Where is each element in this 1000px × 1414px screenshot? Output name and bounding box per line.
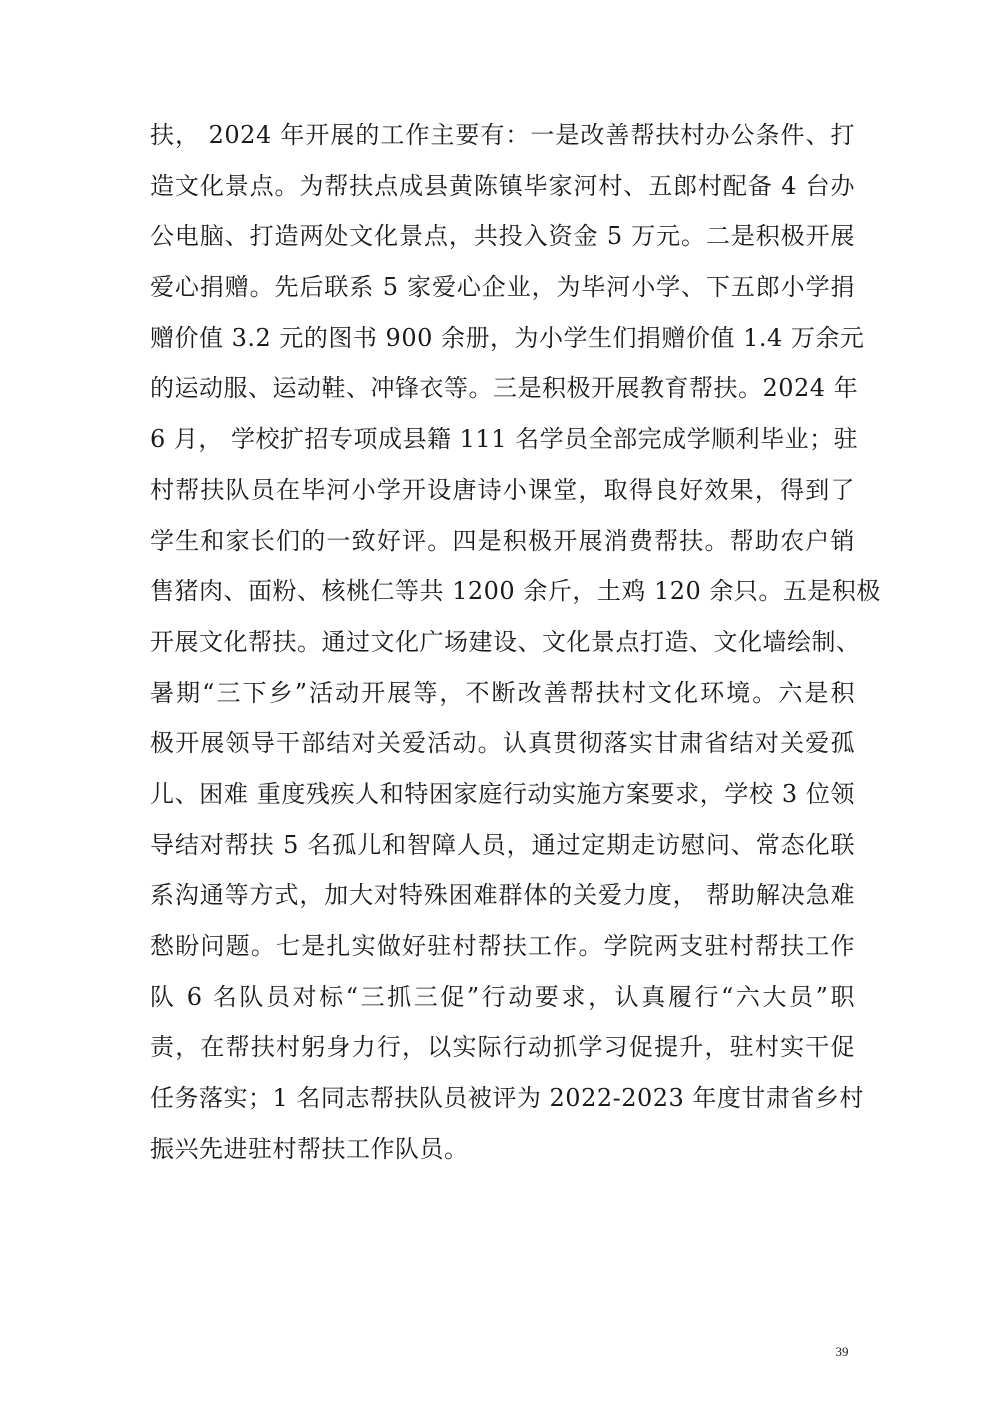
text-line: 6 月， 学校扩招专项成县籍 111 名学员全部完成学顺利毕业；驻 <box>150 425 859 454</box>
body-paragraph <box>150 110 881 1174</box>
text-line: 任务落实；1 名同志帮扶队员被评为 2022-2023 年度甘肃省乡村 <box>150 1084 864 1113</box>
text-line: 导结对帮扶 5 名孤儿和智障人员，通过定期走访慰问、常态化联 <box>150 830 855 859</box>
text-line: 赠价值 3.2 元的图书 900 余册，为小学生们捐赠价值 1.4 万余元 <box>150 323 865 352</box>
text-line: 售猪肉、面粉、核桃仁等共 1200 余斤，土鸡 120 余只。五是积极 <box>150 577 881 606</box>
text-line-last: 振兴先进驻村帮扶工作队员。 <box>150 1134 469 1163</box>
text-line: 学生和家长们的一致好评。四是积极开展消费帮扶。帮助农户销 <box>150 526 855 555</box>
text-line: 系沟通等方式，加大对特殊困难群体的关爱力度， 帮助解决急难 <box>150 881 855 910</box>
text-line: 责，在帮扶村躬身力行，以实际行动抓学习促提升，驻村实干促 <box>150 1033 855 1062</box>
text-line: 愁盼问题。七是扎实做好驻村帮扶工作。学院两支驻村帮扶工作 <box>150 932 855 960</box>
text-line: 暑期“三下乡”活动开展等，不断改善帮扶村文化环境。六是积 <box>150 678 855 707</box>
text-line: 公电脑、打造两处文化景点，共投入资金 5 万元。二是积极开展 <box>150 222 855 251</box>
text-line: 儿、困难 重度残疾人和特困家庭行动实施方案要求，学校 3 位领 <box>150 779 855 808</box>
page-number: 39 <box>835 1344 849 1359</box>
text-line: 队 6 名队员对标“三抓三促”行动要求，认真履行“六大员”职 <box>150 982 855 1011</box>
text-line: 极开展领导干部结对关爱活动。认真贯彻落实甘肃省结对关爱孤 <box>150 729 855 758</box>
text-line: 扶， 2024 年开展的工作主要有：一是改善帮扶村办公条件、打 <box>150 121 855 149</box>
text-line: 造文化景点。为帮扶点成县黄陈镇毕家河村、五郎村配备 4 台办 <box>150 171 855 200</box>
text-line: 村帮扶队员在毕河小学开设唐诗小课堂，取得良好效果，得到了 <box>150 475 855 504</box>
text-line: 的运动服、运动鞋、冲锋衣等。三是积极开展教育帮扶。2024 年 <box>150 374 859 403</box>
text-line: 爱心捐赠。先后联系 5 家爱心企业，为毕河小学、下五郎小学捐 <box>150 273 855 302</box>
text-line: 开展文化帮扶。通过文化广场建设、文化景点打造、文化墙绘制、 <box>150 627 861 656</box>
